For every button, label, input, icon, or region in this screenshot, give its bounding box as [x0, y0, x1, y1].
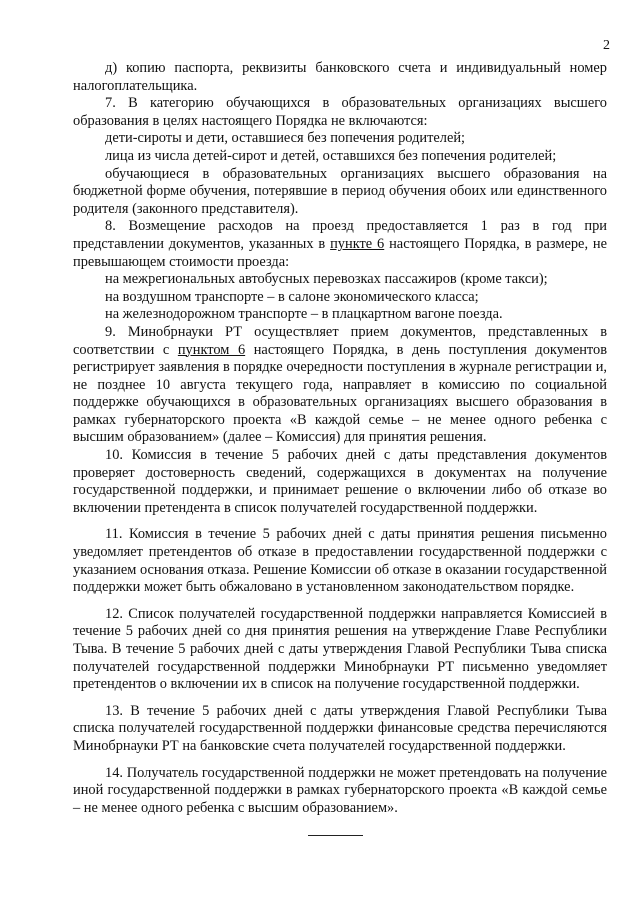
page-number: 2 — [603, 38, 610, 53]
paragraph-8-text-start: 8. Возмещение расходов на проезд предоставляется 1 раз в год при представлении документов, указанных в — [73, 218, 607, 252]
paragraph-7-item-1: дети-сироты и дети, оставшиеся без попечения родителей; — [105, 130, 466, 147]
paragraph-8-item-1: на межрегиональных автобусных перевозках пассажиров (кроме такси); — [105, 271, 548, 288]
paragraph-8 — [73, 218, 607, 271]
paragraph-7-item-3: обучающиеся в образовательных организациях высшего образования на бюджетной форме обучения, потерявшие в период обучения обоих или единственного родителя (законного представителя). — [73, 165, 607, 217]
paragraph-8-item-2: на воздушном транспорте – в салоне экономического класса; — [105, 288, 479, 305]
link-point-6[interactable]: пункте 6 — [330, 235, 385, 252]
paragraph-9 — [73, 324, 607, 447]
document-body — [73, 60, 607, 817]
paragraph-13: 13. В течение 5 рабочих дней с даты утверждения Главой Республики Тыва списка получателей государственной поддержки финансовые средства перечисляются Минобрнауки РТ на банковские счета получателей государственной поддержки. — [73, 702, 607, 754]
paragraph-10: 10. Комиссия в течение 5 рабочих дней с даты представления документов проверяет достоверность сведений, содержащихся в документах на получение государственной поддержки, и принимает решение о включении либо об отказе во включении претендента в список получателей государственной поддержки. — [73, 447, 607, 516]
paragraph-8-item-3: на железнодорожном транспорте – в плацкартном вагоне поезда. — [105, 306, 503, 323]
paragraph-9-text-end: настоящего Порядка, в день поступления документов регистрирует заявления в порядке очередности поступления в журнале регистрации и, не позднее 10 августа текущего года, направляет в комиссию по социальной поддержке обучающихся в образовательных организациях высшего образования в рамках губернаторского проекта «В каждой семье – не менее одного ребенка с высшим образованием» (далее – Комиссия) для принятия решения. — [73, 341, 607, 446]
paragraph-8-text-end: настоящего Порядка, в размере, не превышающем стоимости проезда: — [73, 235, 607, 270]
link-point-6-second[interactable]: пунктом 6 — [177, 341, 246, 358]
paragraph-9-text-start: 9. Минобрнауки РТ осуществляет прием документов, представленных в соответствии с — [73, 323, 607, 358]
paragraph-12: 12. Список получателей государственной поддержки направляется Комиссией в течение 5 рабочих дней со дня принятия решения на утверждение Главе Республики Тыва. В течение 5 рабочих дней с даты утверждения Главой Республики Тыва списка получателей государственной поддержки Минобрнауки РТ письменно уведомляет претендентов о включении их в список на получение государственной поддержки. — [73, 605, 607, 693]
paragraph-14: 14. Получатель государственной поддержки не может претендовать на получение иной государственной поддержки в рамках губернаторского проекта «В каждой семье – не менее одного ребенка с высшим образованием». — [73, 764, 607, 816]
paragraph-7: 7. В категорию обучающихся в образовательных организациях высшего образования в целях настоящего Порядка не включаются: — [73, 95, 607, 129]
paragraph-11: 11. Комиссия в течение 5 рабочих дней с даты принятия решения письменно уведомляет претендентов об отказе в предоставлении государственной поддержки с указанием основания отказа. Решение Комиссии об отказе в оказании государственной поддержки может быть обжаловано в установленном законодательством порядке. — [73, 526, 607, 596]
paragraph-6d: д) копию паспорта, реквизиты банковского счета и индивидуальный номер налогоплательщика. — [73, 60, 607, 94]
end-divider — [308, 835, 363, 836]
paragraph-7-item-2: лица из числа детей-сирот и детей, оставшихся без попечения родителей; — [105, 147, 557, 164]
